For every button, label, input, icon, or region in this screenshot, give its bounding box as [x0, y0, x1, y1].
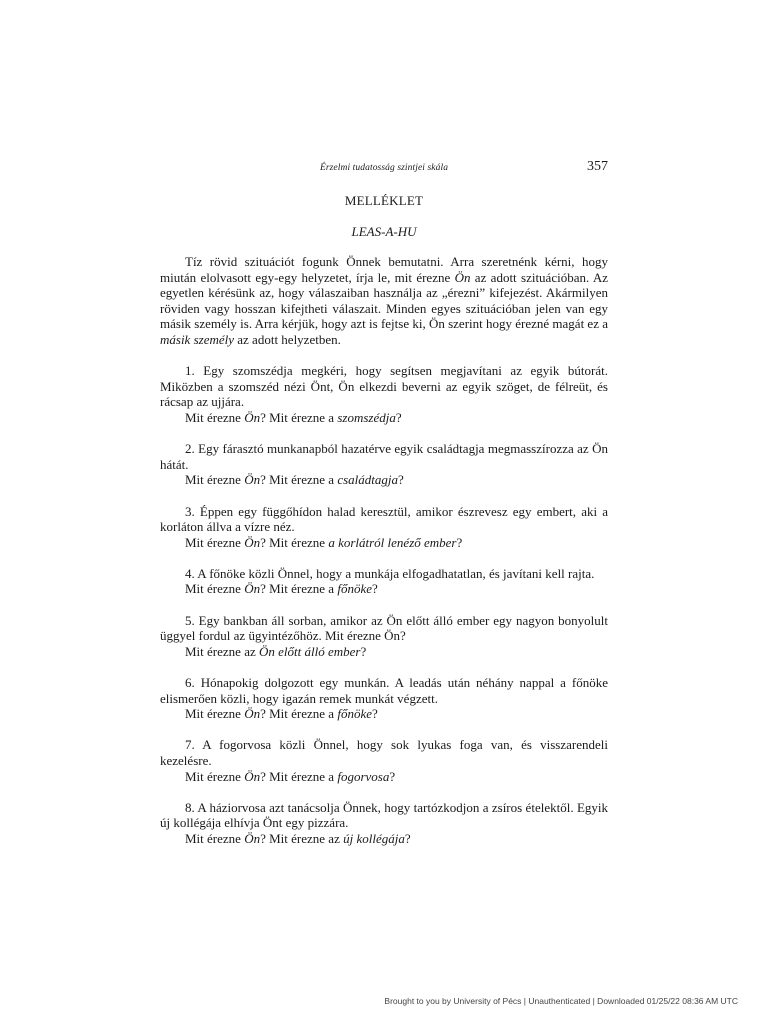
question-self: Ön — [244, 534, 261, 550]
situation-question — [160, 706, 608, 722]
download-notice: Brought to you by University of Pécs | Unauthenticated | Downloaded 01/25/22 08:36 AM UTC — [384, 996, 738, 1006]
question-end: ? — [371, 581, 378, 597]
situation-item — [160, 737, 608, 784]
situation-question — [160, 472, 608, 488]
question-middle: ? Mit érezne a — [260, 581, 338, 597]
situation-text: 7. A fogorvosa közli Önnel, hogy sok lyukas foga van, és visszarendeli kezelésre. — [160, 737, 608, 768]
situation-question — [160, 831, 608, 847]
question-middle: ? Mit érezne — [260, 534, 329, 550]
situation-question — [160, 581, 608, 597]
running-title: Érzelmi tudatosság szintjei skála — [319, 163, 449, 173]
intro-text-3: az adott helyzetben. — [234, 331, 341, 347]
situation-question — [160, 644, 608, 660]
question-self: Ön — [244, 409, 261, 425]
question-end: ? — [398, 472, 404, 488]
question-prefix: Mit érezne — [185, 830, 245, 846]
question-other-person: Ön előtt álló ember — [258, 643, 361, 659]
question-self: Ön — [244, 581, 261, 597]
question-self: Ön — [244, 830, 261, 846]
question-other-person: családtagja — [337, 472, 398, 488]
question-prefix: Mit érezne — [185, 534, 245, 550]
question-other-person: főnöke — [337, 706, 372, 722]
situation-item — [160, 566, 608, 597]
section-title: MELLÉKLET — [344, 193, 424, 208]
question-self: Ön — [244, 706, 261, 722]
question-middle: ? Mit érezne a — [260, 768, 338, 784]
question-prefix: Mit érezne az — [185, 643, 259, 659]
question-end: ? — [389, 768, 396, 784]
question-self: Ön — [244, 472, 261, 488]
question-prefix: Mit érezne — [185, 768, 245, 784]
situation-text: 6. Hónapokig dolgozott egy munkán. A leadás után néhány nappal a főnöke elismerően közli, hogy igazán remek munkát végzett. — [160, 675, 608, 706]
question-other-person: új kollégája — [343, 830, 405, 846]
running-head — [160, 161, 608, 177]
question-prefix: Mit érezne — [185, 472, 245, 488]
intro-emphasis-2: másik személy — [160, 331, 235, 347]
question-middle: ? Mit érezne a — [260, 409, 338, 425]
question-end: ? — [404, 830, 411, 846]
question-middle: ? Mit érezne a — [260, 472, 338, 488]
body-text — [160, 254, 608, 862]
situation-item — [160, 675, 608, 722]
question-prefix: Mit érezne — [185, 706, 245, 722]
situation-question — [160, 769, 608, 785]
question-middle: ? Mit érezne az — [260, 830, 344, 846]
question-prefix: Mit érezne — [185, 581, 245, 597]
intro-emphasis-1: Ön — [454, 269, 471, 285]
question-prefix: Mit érezne — [185, 409, 245, 425]
page-number: 357 — [587, 159, 608, 174]
section-subtitle: LEAS-A-HU — [351, 224, 417, 239]
question-end: ? — [456, 534, 463, 550]
situation-item — [160, 441, 608, 488]
intro-text-1: Tíz rövid szituációt fogunk Önnek bemutatni. Arra szeretnénk kérni, hogy miután elolvasott egy-egy helyzetet, írja le, mit érezne — [160, 254, 608, 285]
intro-paragraph — [160, 254, 608, 348]
situation-text: 5. Egy bankban áll sorban, amikor az Ön előtt álló ember egy nagyon bonyolult üggyel fordul az ügyintézőhöz. Mit érezne Ön? — [160, 612, 608, 644]
question-self: Ön — [244, 768, 261, 784]
situation-item — [160, 613, 608, 660]
question-end: ? — [360, 643, 367, 659]
question-other-person: szomszédja — [337, 409, 396, 425]
situation-text: 2. Egy fárasztó munkanapból hazatérve egyik családtagja megmasszírozza az Ön hátát. — [160, 441, 608, 472]
question-end: ? — [395, 409, 402, 425]
situation-question — [160, 535, 608, 551]
situation-item — [160, 800, 608, 847]
intro-text-2: az adott szituációban. Az egyetlen kérésünk az, hogy válaszaiban használja az „érezni” kifejezést. Akármilyen röviden vagy hosszan kifejtheti válaszait. Minden egyes szituációban jelen van egy másik személy is. Arra kérjük, hogy azt is fejtse ki, Ön szerint hogy érezné magát ez a — [160, 269, 609, 332]
situation-item — [160, 504, 608, 551]
question-middle: ? Mit érezne a — [260, 706, 338, 722]
situation-text: 8. A háziorvosa azt tanácsolja Önnek, hogy tartózkodjon a zsíros ételektől. Egyik új kollégája elhívja Önt egy pizzára. — [160, 799, 608, 831]
question-end: ? — [371, 706, 378, 722]
question-other-person: a korlátról lenéző ember — [328, 534, 457, 550]
question-other-person: fogorvosa — [337, 768, 390, 784]
situation-text: 1. Egy szomszédja megkéri, hogy segítsen megjavítani az egyik bútorát. Miközben a szomszéd nézi Önt, Ön elkezdi beverni az egyik szöget, de félreüt, és rácsap az ujjára. — [160, 363, 608, 410]
situation-text: 4. A főnöke közli Önnel, hogy a munkája elfogadhatatlan, és javítani kell rajta. — [185, 565, 595, 581]
situation-item — [160, 363, 608, 425]
question-other-person: főnöke — [337, 581, 372, 597]
situation-text: 3. Éppen egy függőhídon halad keresztül, amikor észrevesz egy embert, aki a korláton állva a vízre néz. — [160, 503, 608, 535]
situation-question — [160, 410, 608, 426]
